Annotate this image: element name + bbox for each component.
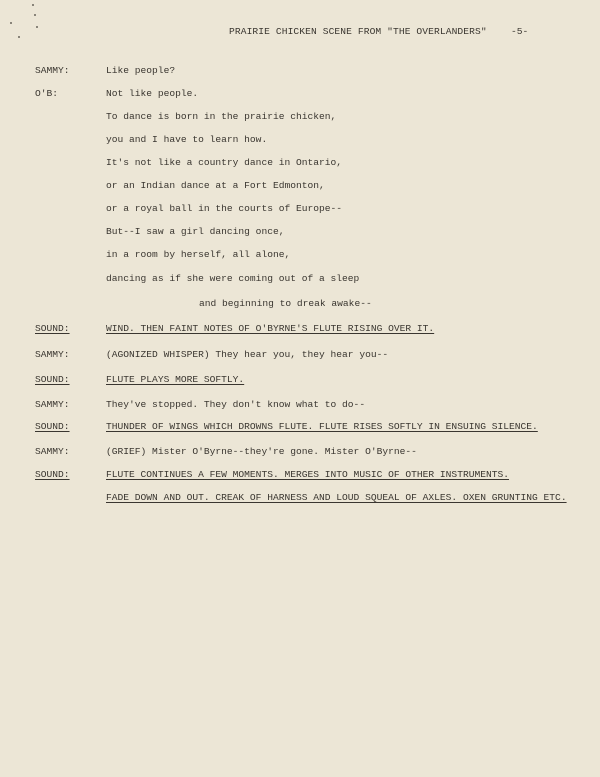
dialogue-text: To dance is born in the prairie chicken, xyxy=(106,111,337,122)
dialogue-text: They've stopped. They don't know what to do-- xyxy=(106,399,366,410)
sound-cue: FLUTE PLAYS MORE SOFTLY. xyxy=(106,374,245,385)
speaker-label: SOUND: xyxy=(35,421,70,432)
script-line xyxy=(0,374,600,388)
dialogue-text: But--I saw a girl dancing once, xyxy=(106,226,285,237)
speaker-label: SAMMY: xyxy=(35,446,70,457)
sound-cue: WIND. THEN FAINT NOTES OF O'BYRNE'S FLUTE RISING OVER IT. xyxy=(106,323,435,334)
script-line xyxy=(0,298,600,312)
script-line xyxy=(0,273,600,287)
dialogue-text: Like people? xyxy=(106,65,176,76)
script-line xyxy=(0,111,600,125)
speaker-label: O'B: xyxy=(35,88,59,99)
script-line xyxy=(0,349,600,363)
dialogue-text: in a room by herself, all alone, xyxy=(106,249,291,260)
script-line xyxy=(0,226,600,240)
dialogue-text: (AGONIZED WHISPER) They hear you, they hear you-- xyxy=(106,349,389,360)
script-line xyxy=(0,421,600,435)
script-line xyxy=(0,323,600,337)
speaker-label: SOUND: xyxy=(35,323,70,334)
script-line xyxy=(0,134,600,148)
dialogue-text: you and I have to learn how. xyxy=(106,134,268,145)
dialogue-text: dancing as if she were coming out of a sleep xyxy=(106,273,360,284)
script-line xyxy=(0,157,600,171)
page-number: -5- xyxy=(511,26,529,37)
sound-cue: FLUTE CONTINUES A FEW MOMENTS. MERGES INTO MUSIC OF OTHER INSTRUMENTS. xyxy=(106,469,510,480)
script-line xyxy=(0,492,600,506)
script-line xyxy=(0,446,600,460)
sound-cue: FADE DOWN AND OUT. CREAK OF HARNESS AND LOUD SQUEAL OF AXLES. OXEN GRUNTING ETC. xyxy=(106,492,567,503)
dialogue-text: Not like people. xyxy=(106,88,199,99)
speaker-label: SAMMY: xyxy=(35,349,70,360)
script-line xyxy=(0,65,600,79)
speaker-label: SAMMY: xyxy=(35,399,70,410)
script-line xyxy=(0,469,600,483)
script-line xyxy=(0,88,600,102)
script-line xyxy=(0,180,600,194)
script-line xyxy=(0,203,600,217)
speaker-label: SOUND: xyxy=(35,374,70,385)
dialogue-text: and beginning to dreak awake-- xyxy=(199,298,372,309)
script-line xyxy=(0,249,600,263)
speaker-label: SAMMY: xyxy=(35,65,70,76)
dialogue-text: (GRIEF) Mister O'Byrne--they're gone. Mister O'Byrne-- xyxy=(106,446,417,457)
script-line xyxy=(0,399,600,413)
dialogue-text: It's not like a country dance in Ontario, xyxy=(106,157,343,168)
sound-cue: THUNDER OF WINGS WHICH DROWNS FLUTE. FLUTE RISES SOFTLY IN ENSUING SILENCE. xyxy=(106,421,538,432)
dialogue-text: or a royal ball in the courts of Europe-- xyxy=(106,203,343,214)
page-title: PRAIRIE CHICKEN SCENE FROM "THE OVERLANDERS" xyxy=(229,26,487,37)
speaker-label: SOUND: xyxy=(35,469,70,480)
dialogue-text: or an Indian dance at a Fort Edmonton, xyxy=(106,180,325,191)
page-header xyxy=(0,26,600,40)
